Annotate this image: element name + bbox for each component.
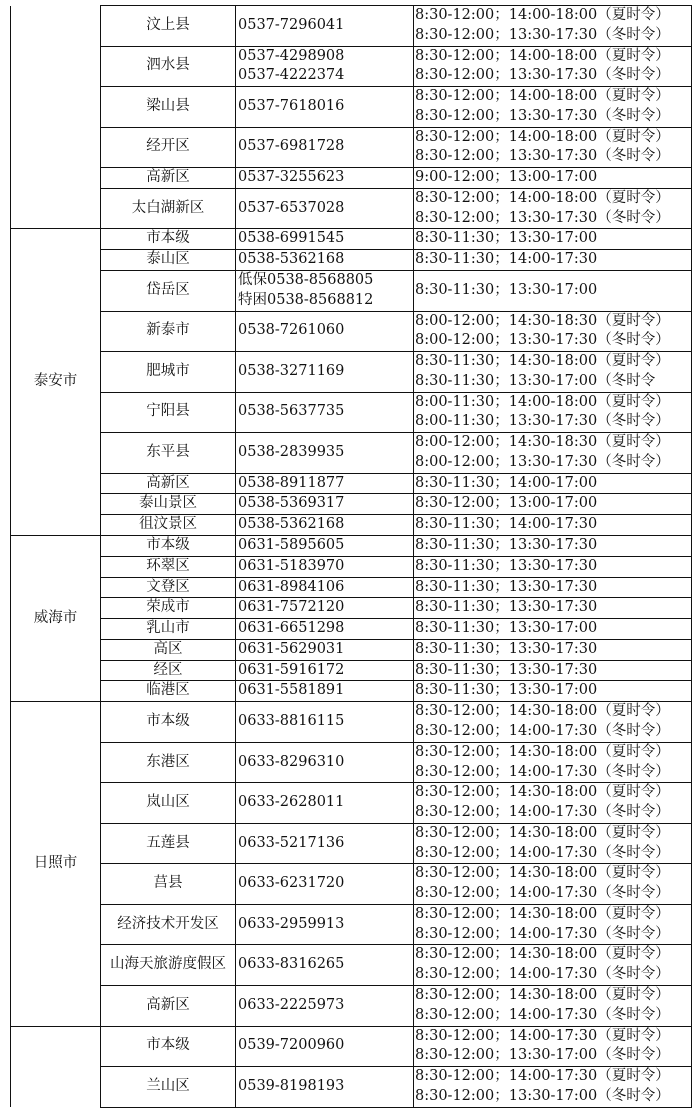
office-hours-line: 8:30-11:30；13:30-17:00: [415, 230, 598, 247]
table-row: [11, 619, 692, 640]
table-row: [11, 352, 692, 393]
phone-cell: [236, 619, 414, 640]
office-hours-line: 8:30-11:30；13:30-17:00: [415, 620, 598, 637]
city-cell: 泰安市: [11, 229, 101, 536]
phone-cell: [236, 494, 414, 515]
office-hours-line: 8:30-12:00；14:00-18:00（夏时令）: [415, 88, 670, 105]
district-cell: 肥城市: [101, 352, 236, 393]
office-hours-cell: [414, 127, 692, 168]
office-hours-line: 8:30-12:00；14:00-17:30（冬时令）: [415, 966, 670, 983]
office-hours-line: 8:00-12:00；14:30-18:30（夏时令）: [415, 312, 670, 329]
phone-number: 0631-5183970: [238, 557, 345, 574]
phone-number: 0539-7200960: [238, 1037, 345, 1054]
phone-cell: [236, 229, 414, 250]
office-hours-cell: [414, 271, 692, 312]
phone-cell: [236, 823, 414, 864]
phone-number: 0633-8316265: [238, 956, 345, 973]
phone-cell: [236, 87, 414, 128]
table-row: [11, 6, 692, 47]
city-cell: [11, 1026, 101, 1107]
table-row: [11, 577, 692, 598]
district-cell: 市本级: [101, 702, 236, 743]
city-cell: 威海市: [11, 536, 101, 702]
office-hours-cell: [414, 702, 692, 743]
city-cell: 日照市: [11, 702, 101, 1026]
district-cell: 汶上县: [101, 6, 236, 47]
office-hours-line: 8:30-12:00；14:00-18:00（夏时令）: [415, 47, 670, 64]
office-hours-line: 8:00-11:30；13:30-17:30（冬时令）: [415, 413, 670, 430]
district-cell: 新泰市: [101, 311, 236, 352]
office-hours-line: 8:30-12:00；13:30-17:30（冬时令）: [415, 107, 670, 124]
district-cell: 经区: [101, 660, 236, 681]
table-row: [11, 864, 692, 905]
office-hours-cell: [414, 823, 692, 864]
office-hours-line: 8:30-12:00；13:30-17:30（冬时令）: [415, 67, 670, 84]
office-hours-line: 8:00-12:00；13:30-17:30（冬时令）: [415, 453, 670, 470]
district-cell: 高新区: [101, 473, 236, 494]
table-row: [11, 473, 692, 494]
phone-number: 0537-4222374: [238, 67, 345, 84]
office-hours-cell: [414, 6, 692, 47]
phone-cell: [236, 515, 414, 536]
office-hours-cell: [414, 985, 692, 1026]
office-hours-line: 9:00-12:00；13:00-17:00: [415, 169, 598, 186]
table-row: [11, 87, 692, 128]
office-hours-cell: [414, 392, 692, 433]
phone-number: 低保0538-8568805: [238, 272, 374, 288]
city-cell: [11, 6, 101, 229]
office-hours-cell: [414, 352, 692, 393]
office-hours-cell: [414, 168, 692, 189]
office-hours-line: 8:30-11:30；13:30-17:00（冬时令: [415, 372, 656, 389]
phone-number: 0538-7261060: [238, 322, 345, 339]
phone-number: 0631-5916172: [238, 661, 345, 678]
office-hours-line: 8:30-12:00；14:00-17:30（冬时令）: [415, 885, 670, 902]
office-hours-line: 8:30-12:00；13:30-17:30（冬时令）: [415, 148, 670, 165]
phone-cell: [236, 473, 414, 494]
office-hours-line: 8:30-11:30；14:00-17:30: [415, 251, 598, 268]
district-cell: 高新区: [101, 985, 236, 1026]
district-cell: 市本级: [101, 536, 236, 557]
phone-cell: [236, 639, 414, 660]
table-row: [11, 783, 692, 824]
phone-cell: [236, 311, 414, 352]
office-hours-line: 8:30-12:00；14:30-18:00（夏时令）: [415, 824, 670, 841]
office-hours-line: 8:30-12:00；14:00-17:30（冬时令）: [415, 925, 670, 942]
office-hours-line: 8:30-11:30；13:30-17:00: [415, 682, 598, 699]
office-hours-cell: [414, 188, 692, 229]
phone-cell: [236, 985, 414, 1026]
phone-cell: [236, 433, 414, 474]
district-cell: 泰山景区: [101, 494, 236, 515]
table-row: [11, 271, 692, 312]
office-hours-line: 8:30-11:30；13:30-17:00: [415, 281, 598, 298]
phone-cell: [236, 6, 414, 47]
phone-number: 0631-7572120: [238, 599, 345, 616]
office-hours-line: 8:00-11:30；14:00-18:00（夏时令）: [415, 393, 670, 410]
office-hours-cell: [414, 783, 692, 824]
phone-number: 0538-2839935: [238, 444, 345, 460]
phone-cell: [236, 271, 414, 312]
office-hours-line: 8:30-11:30；14:00-17:30: [415, 516, 598, 533]
district-cell: 泰山区: [101, 250, 236, 271]
district-cell: 岱岳区: [101, 271, 236, 312]
office-hours-line: 8:30-12:00；14:30-18:00（夏时令）: [415, 986, 670, 1003]
table-row: [11, 536, 692, 557]
district-cell: 乳山市: [101, 619, 236, 640]
office-hours-line: 8:30-12:00；13:30-17:30（冬时令）: [415, 209, 670, 226]
table-row: [11, 598, 692, 619]
office-hours-line: 8:30-12:00；14:30-18:00（夏时令）: [415, 865, 670, 882]
office-hours-line: 8:30-11:30；13:30-17:30: [415, 578, 598, 595]
office-hours-cell: [414, 619, 692, 640]
district-cell: 高区: [101, 639, 236, 660]
office-hours-cell: [414, 536, 692, 557]
phone-number: 0538-8911877: [238, 474, 345, 491]
office-hours-line: 8:30-12:00；14:00-17:30（冬时令）: [415, 763, 670, 780]
district-cell: 泗水县: [101, 46, 236, 87]
phone-number: 0538-6991545: [238, 230, 345, 247]
office-hours-line: 8:30-12:00；14:30-18:00（夏时令）: [415, 946, 670, 963]
office-hours-line: 8:30-12:00；14:00-18:00（夏时令）: [415, 128, 670, 145]
office-hours-cell: [414, 46, 692, 87]
table-row: [11, 985, 692, 1026]
table-row: [11, 1067, 692, 1108]
office-hours-line: 8:00-12:00；13:30-17:30（冬时令）: [415, 332, 670, 349]
phone-cell: [236, 46, 414, 87]
office-hours-line: 8:30-12:00；14:30-18:00（夏时令）: [415, 703, 670, 720]
district-cell: 市本级: [101, 1026, 236, 1067]
table-row: [11, 904, 692, 945]
phone-number: 0633-6231720: [238, 875, 345, 892]
phone-cell: [236, 127, 414, 168]
office-hours-cell: [414, 598, 692, 619]
table-row: [11, 229, 692, 250]
table-row: [11, 1026, 692, 1067]
table-row: [11, 945, 692, 986]
office-hours-cell: [414, 433, 692, 474]
phone-cell: [236, 945, 414, 986]
phone-cell: [236, 168, 414, 189]
table-row: [11, 188, 692, 229]
office-hours-cell: [414, 87, 692, 128]
table-row: [11, 433, 692, 474]
table-body: [11, 6, 692, 1108]
office-hours-line: 8:30-11:30；13:30-17:30: [415, 661, 598, 678]
office-hours-cell: [414, 556, 692, 577]
office-hours-line: 8:30-12:00；14:30-18:00（夏时令）: [415, 743, 670, 760]
office-hours-line: 8:30-11:30；13:30-17:30: [415, 640, 598, 657]
phone-number: 0537-6981728: [238, 138, 345, 155]
office-hours-cell: [414, 250, 692, 271]
office-hours-line: 8:30-12:00；14:00-17:30（冬时令）: [415, 844, 670, 861]
phone-number: 0633-2628011: [238, 794, 345, 811]
phone-number: 0631-8984106: [238, 578, 345, 595]
district-cell: 经济技术开发区: [101, 904, 236, 945]
phone-number: 特困0538-8568812: [238, 291, 374, 308]
phone-cell: [236, 1026, 414, 1067]
office-hours-cell: [414, 904, 692, 945]
table-row: [11, 660, 692, 681]
office-hours-cell: [414, 577, 692, 598]
table-row: [11, 702, 692, 743]
district-cell: 市本级: [101, 229, 236, 250]
office-hours-line: 8:30-12:00；13:30-17:30（冬时令）: [415, 26, 670, 43]
office-hours-cell: [414, 229, 692, 250]
office-hours-line: 8:30-12:00；14:30-18:00（夏时令）: [415, 784, 670, 801]
table-row: [11, 392, 692, 433]
district-cell: 太白湖新区: [101, 188, 236, 229]
phone-number: 0537-7618016: [238, 97, 345, 114]
office-hours-line: 8:30-11:30；14:30-18:00（夏时令）: [415, 353, 670, 370]
table-row: [11, 681, 692, 702]
phone-number: 0537-6537028: [238, 199, 345, 216]
office-hours-line: 8:30-12:00；14:00-18:00（夏时令）: [415, 7, 670, 23]
table-row: [11, 823, 692, 864]
phone-number: 0537-7296041: [238, 16, 345, 33]
office-hours-line: 8:30-11:30；13:30-17:30: [415, 537, 598, 553]
office-hours-line: 8:30-12:00；13:30-17:00（冬时令）: [415, 1087, 670, 1104]
office-hours-cell: [414, 1026, 692, 1067]
phone-number: 0537-3255623: [238, 169, 345, 186]
district-cell: 徂汶景区: [101, 515, 236, 536]
office-hours-line: 8:30-12:00；14:30-18:00（夏时令）: [415, 905, 670, 922]
office-hours-line: 8:30-12:00；14:00-17:30（冬时令）: [415, 723, 670, 740]
phone-cell: [236, 392, 414, 433]
phone-cell: [236, 864, 414, 905]
phone-number: 0631-5581891: [238, 682, 345, 699]
office-hours-cell: [414, 945, 692, 986]
district-cell: 文登区: [101, 577, 236, 598]
phone-number: 0537-4298908: [238, 47, 345, 64]
phone-cell: [236, 1067, 414, 1108]
office-hours-line: 8:30-12:00；14:00-18:00（夏时令）: [415, 189, 670, 206]
office-hours-line: 8:30-11:30；14:00-17:00: [415, 474, 598, 491]
district-cell: 高新区: [101, 168, 236, 189]
district-cell: 山海天旅游度假区: [101, 945, 236, 986]
office-hours-line: 8:30-11:30；13:30-17:30: [415, 599, 598, 616]
phone-number: 0538-5637735: [238, 403, 345, 420]
phone-number: 0538-5369317: [238, 495, 345, 512]
table-row: [11, 46, 692, 87]
district-cell: 东平县: [101, 433, 236, 474]
phone-cell: [236, 250, 414, 271]
phone-number: 0633-5217136: [238, 834, 345, 851]
phone-cell: [236, 536, 414, 557]
district-cell: 岚山区: [101, 783, 236, 824]
district-cell: 荣成市: [101, 598, 236, 619]
table-row: [11, 127, 692, 168]
phone-number: 0538-5362168: [238, 251, 345, 268]
phone-cell: [236, 577, 414, 598]
phone-cell: [236, 904, 414, 945]
district-cell: 东港区: [101, 742, 236, 783]
district-cell: 经开区: [101, 127, 236, 168]
district-cell: 兰山区: [101, 1067, 236, 1108]
phone-number: 0539-8198193: [238, 1077, 345, 1094]
phone-number: 0538-5362168: [238, 516, 345, 533]
office-hours-cell: [414, 1067, 692, 1108]
table-row: [11, 494, 692, 515]
phone-cell: [236, 556, 414, 577]
district-cell: 五莲县: [101, 823, 236, 864]
office-hours-line: 8:30-12:00；14:00-17:30（夏时令）: [415, 1027, 670, 1044]
district-cell: 宁阳县: [101, 392, 236, 433]
service-hotline-table: [10, 5, 692, 1108]
phone-cell: [236, 352, 414, 393]
office-hours-cell: [414, 742, 692, 783]
office-hours-cell: [414, 473, 692, 494]
office-hours-cell: [414, 660, 692, 681]
office-hours-cell: [414, 494, 692, 515]
district-cell: 环翠区: [101, 556, 236, 577]
district-cell: 梁山县: [101, 87, 236, 128]
table-row: [11, 168, 692, 189]
office-hours-line: 8:30-12:00；13:00-17:00: [415, 495, 598, 512]
phone-cell: [236, 660, 414, 681]
table-row: [11, 515, 692, 536]
phone-number: 0631-5629031: [238, 640, 345, 657]
office-hours-cell: [414, 515, 692, 536]
phone-cell: [236, 681, 414, 702]
phone-cell: [236, 598, 414, 619]
phone-number: 0631-6651298: [238, 620, 345, 637]
table-row: [11, 556, 692, 577]
table-row: [11, 639, 692, 660]
phone-cell: [236, 702, 414, 743]
table-row: [11, 250, 692, 271]
table-row: [11, 742, 692, 783]
office-hours-cell: [414, 639, 692, 660]
district-cell: 莒县: [101, 864, 236, 905]
table-row: [11, 311, 692, 352]
phone-number: 0633-2225973: [238, 996, 345, 1013]
office-hours-line: 8:30-12:00；13:30-17:00（冬时令）: [415, 1047, 670, 1064]
phone-number: 0633-8816115: [238, 713, 345, 730]
office-hours-cell: [414, 681, 692, 702]
office-hours-line: 8:00-12:00；14:30-18:30（夏时令）: [415, 434, 670, 451]
phone-cell: [236, 188, 414, 229]
office-hours-line: 8:30-11:30；13:30-17:30: [415, 557, 598, 574]
phone-number: 0633-2959913: [238, 915, 345, 932]
office-hours-line: 8:30-12:00；14:00-17:30（冬时令）: [415, 804, 670, 821]
district-cell: 临港区: [101, 681, 236, 702]
phone-number: 0538-3271169: [238, 362, 345, 379]
office-hours-cell: [414, 311, 692, 352]
phone-number: 0633-8296310: [238, 753, 345, 770]
phone-number: 0631-5895605: [238, 537, 345, 553]
office-hours-cell: [414, 864, 692, 905]
phone-cell: [236, 742, 414, 783]
office-hours-line: 8:30-12:00；14:00-17:30（冬时令）: [415, 1006, 670, 1023]
phone-cell: [236, 783, 414, 824]
office-hours-line: 8:30-12:00；14:00-17:30（夏时令）: [415, 1068, 670, 1085]
